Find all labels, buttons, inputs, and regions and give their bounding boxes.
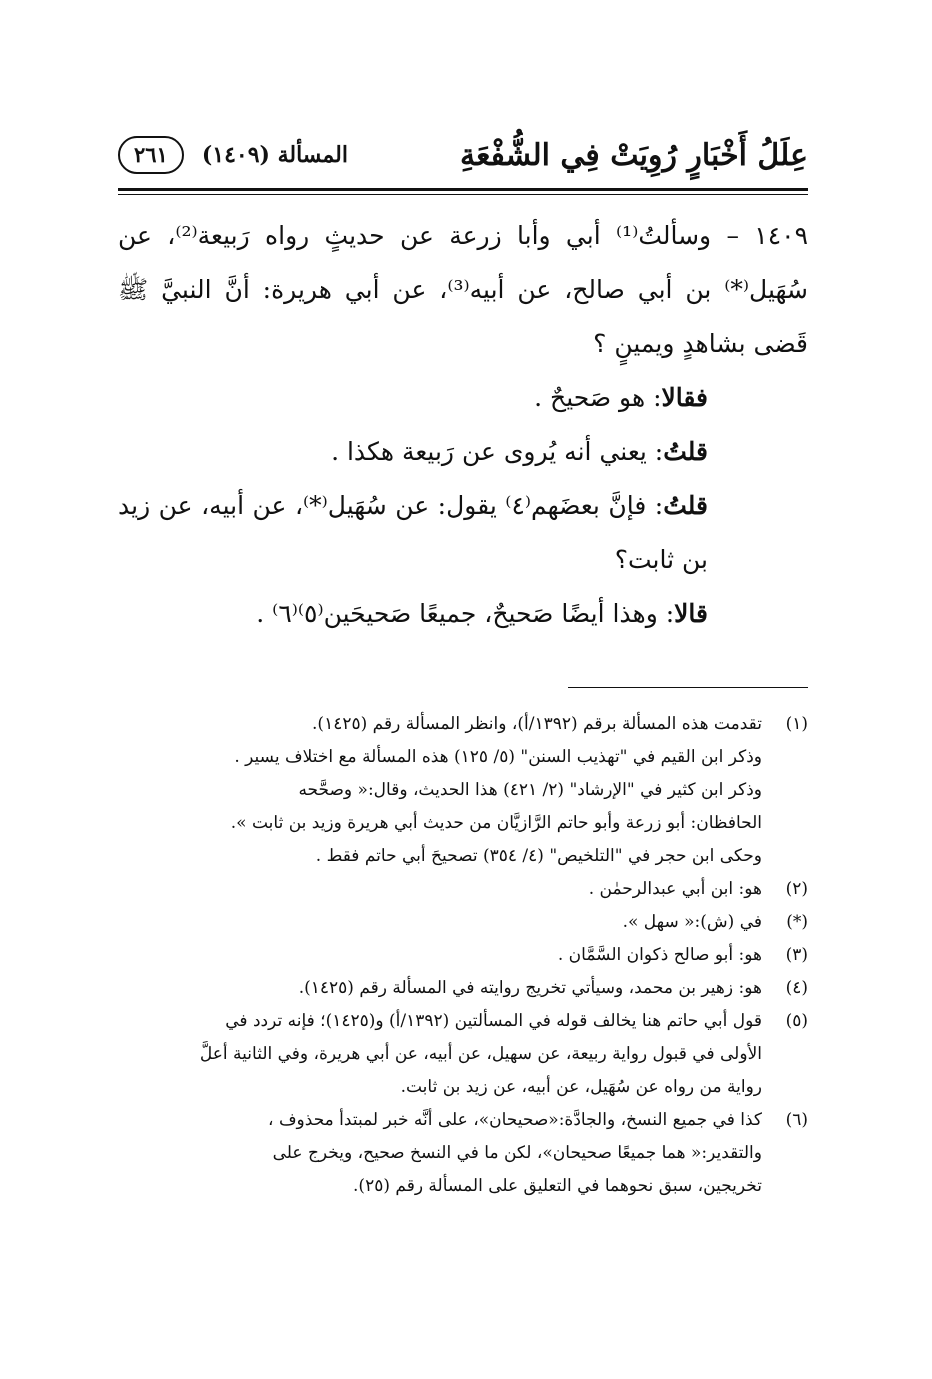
footnote-line: الأولى في قبول رواية ربيعة، عن سهيل، عن أبيه، عن أبي هريرة، وفي الثانية أعلَّ [199, 1044, 762, 1064]
question-label-2: قلتُ [663, 437, 708, 466]
footnote-number: (٣) [785, 945, 808, 965]
question-text-2: : يعني أنه يُروى عن رَبيعة هكذا . [331, 437, 664, 466]
footnote-line: والتقدير:« هما جميعًا صحيحان»، لكن ما في النسخ صحيح، ويخرج على [272, 1143, 762, 1163]
footnote-number: (٦) [785, 1110, 808, 1130]
footnote-number: (٤) [785, 978, 808, 998]
answer-paragraph-1 [118, 371, 808, 425]
footnote-line: هو: ابن أبي عبدالرحمٰن . [588, 879, 762, 899]
footnote-number: (*) [786, 912, 808, 932]
footnote-number: (١) [785, 714, 808, 734]
footnote-separator [568, 687, 808, 688]
footnote-line: تقدمت هذه المسألة برقم (١٣٩٢/أ)، وانظر المسألة رقم (١٤٢٥). [312, 714, 762, 734]
footnote-line: وحكى ابن حجر في "التلخيص" (٤/ ٣٥٤) تصحيحَ أبي حاتم فقط . [315, 846, 762, 866]
footnote [118, 906, 808, 939]
header-rule-thick [118, 188, 808, 191]
main-text [118, 209, 808, 641]
question-paragraph: ١٤٠٩ – وسألتُ⁽¹⁾ أبي وأبا زرعة عن حديثٍ رواه رَبيعة⁽²⁾، عن سُهَيل⁽*⁾ بن أبي صالح، عن أبيه⁽³⁾، عن أبي هريرة: أنَّ النبيَّ ﷺ قَضى بشاهدٍ ويمينٍ ؟ [118, 221, 809, 358]
footnote-line: وذكر ابن القيم في "تهذيب السنن" (٥/ ١٢٥) هذه المسألة مع اختلاف يسير . [234, 747, 762, 767]
footnote-line: وذكر ابن كثير في "الإرشاد" (٢/ ٤٢١) هذا الحديث، وقال:« وصحَّحه [298, 780, 762, 800]
footnote-line: الحافظان: أبو زرعة وأبو حاتم الرَّازيَّان من حديث أبي هريرة وزيد بن ثابت ». [230, 813, 762, 833]
footnote-line: هو: زهير بن محمد، وسيأتي تخريج روايته في المسألة رقم (١٤٢٥). [298, 978, 762, 998]
footnote-text [118, 873, 762, 906]
header-rule-thin [118, 194, 808, 195]
answer-label-1: فقالا [661, 383, 708, 412]
answer-text-1: : هو صَحيحٌ . [534, 383, 662, 412]
footnote-number: (٥) [785, 1011, 808, 1031]
footnote [118, 972, 808, 1005]
footnote [118, 1005, 808, 1104]
question-text-3: : فإنَّ بعضَهم⁽٤⁾ يقول: عن سُهَيل⁽*⁾، عن أبيه، عن زيد بن ثابت؟ [118, 491, 708, 574]
footnote-text [118, 1005, 762, 1104]
footnote-line: كذا في جميع النسخ، والجادَّة:«صحيحان»، على أنَّه خبر لمبتدأ محذوف ، [268, 1110, 762, 1130]
footnote-text [118, 708, 762, 873]
footnotes [118, 708, 808, 1203]
header-left [118, 136, 348, 174]
footnote-text [118, 1104, 762, 1203]
footnote-text [118, 972, 762, 1005]
footnote-line: تخريجين، سبق نحوهما في التعليق على المسألة رقم (٢٥). [353, 1176, 762, 1196]
footnote [118, 939, 808, 972]
footnote-line: قول أبي حاتم هنا يخالف قوله في المسألتين (١٣٩٢/أ) و(١٤٢٥)؛ فإنه تردد في [225, 1011, 762, 1031]
footnote-line: في (ش):« سهل ». [622, 912, 762, 932]
page-header [118, 130, 808, 180]
question-label-3: قلتُ [663, 491, 708, 520]
book-page [118, 130, 808, 1203]
footnote [118, 1104, 808, 1203]
footnote-line: هو: أبو صالح ذكوان السَّمَّان . [557, 945, 762, 965]
footnote-text [118, 939, 762, 972]
footnote-number: (٢) [785, 879, 808, 899]
section-reference: المسألة (١٤٠٩) [201, 142, 348, 168]
footnote-rule-wrap [118, 641, 808, 688]
footnote-line: رواية من رواه عن سُهَيل، عن أبيه، عن زيد بن ثابت. [400, 1077, 762, 1097]
footnote [118, 873, 808, 906]
page-number: ٢٦١ [118, 136, 184, 174]
running-title: عِلَلُ أَخْبَارٍ رُوِيَتْ فِي الشُّفْعَةِ [460, 137, 808, 173]
answer-label-2: قالا [674, 599, 708, 628]
footnote-text [118, 906, 762, 939]
footnote [118, 708, 808, 873]
answer-text-2: : وهذا أيضًا صَحيحٌ، جميعًا صَحيحَين⁽٥⁾⁽٦⁾ . [256, 599, 675, 628]
question-paragraph-3 [118, 479, 808, 587]
answer-paragraph-2 [118, 587, 808, 641]
question-paragraph-2 [118, 425, 808, 479]
